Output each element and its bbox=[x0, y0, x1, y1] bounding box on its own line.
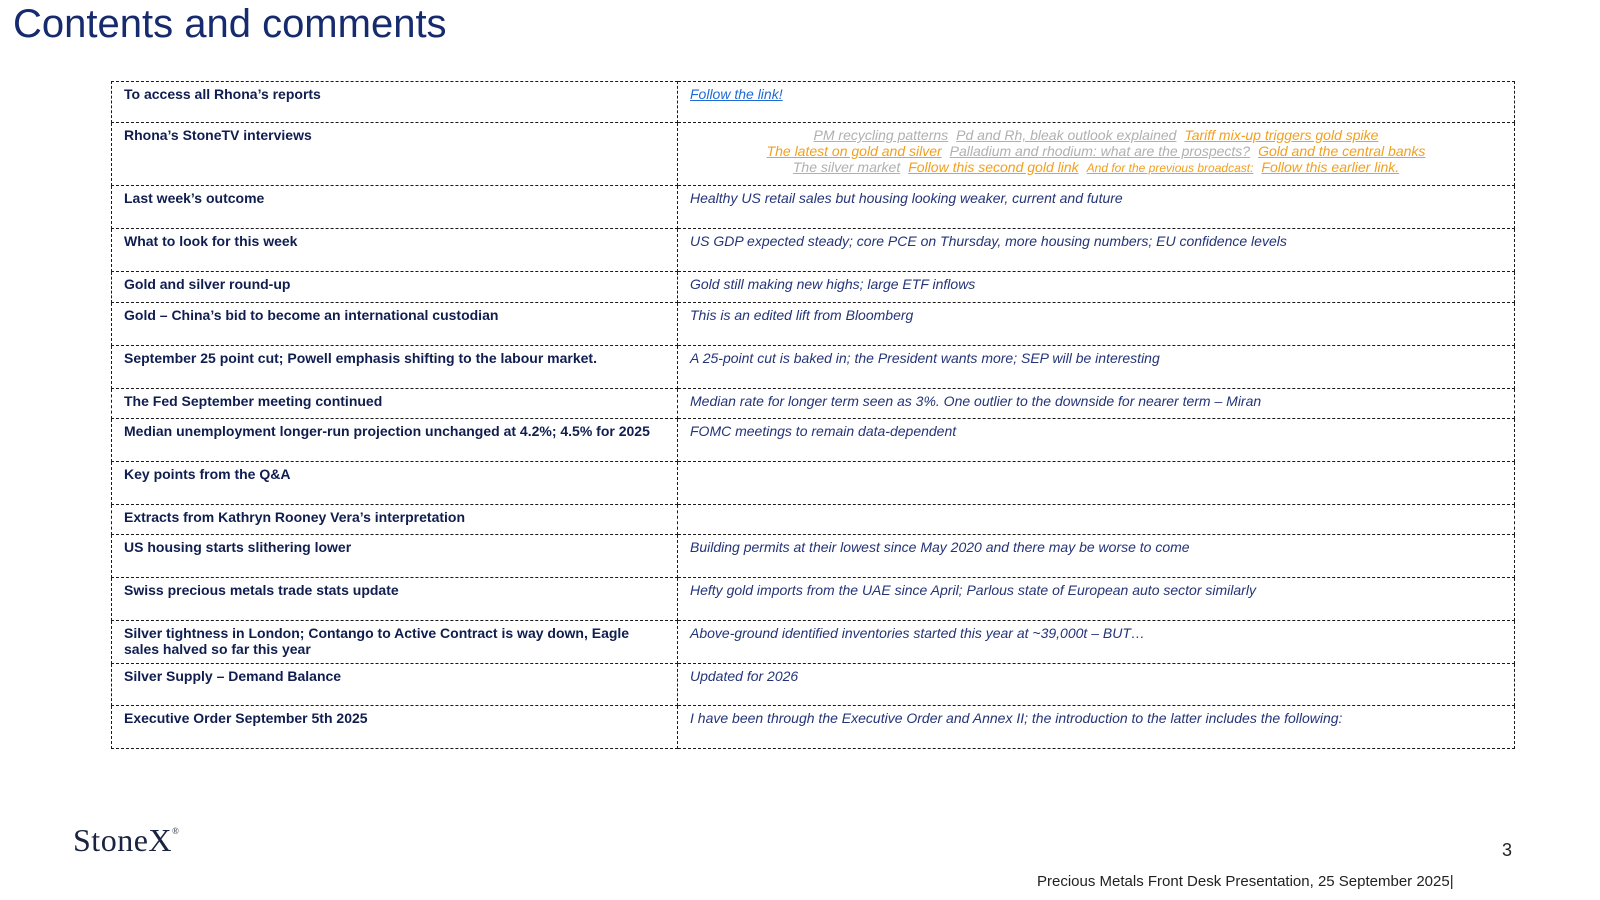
tv-link[interactable]: Follow this second gold link bbox=[908, 159, 1079, 175]
row-comment: This is an edited lift from Bloomberg bbox=[678, 303, 1515, 346]
tv-line-1 bbox=[690, 127, 1502, 143]
table-row bbox=[112, 535, 1515, 578]
row-topic: The Fed September meeting continued bbox=[112, 389, 678, 419]
tv-link[interactable]: Palladium and rhodium: what are the prospects? bbox=[949, 143, 1251, 159]
tv-link[interactable]: Tariff mix-up triggers gold spike bbox=[1184, 127, 1379, 143]
row-topic: To access all Rhona’s reports bbox=[112, 82, 678, 123]
row-topic: Median unemployment longer-run projection unchanged at 4.2%; 4.5% for 2025 bbox=[112, 419, 678, 462]
row-topic: September 25 point cut; Powell emphasis shifting to the labour market. bbox=[112, 346, 678, 389]
table-row bbox=[112, 229, 1515, 272]
row-comment: Gold still making new highs; large ETF inflows bbox=[678, 272, 1515, 303]
table-row bbox=[112, 578, 1515, 621]
table-row bbox=[112, 621, 1515, 664]
row-topic: Last week’s outcome bbox=[112, 186, 678, 229]
contents-table bbox=[111, 81, 1515, 749]
row-topic: Silver tightness in London; Contango to Active Contract is way down, Eagle sales halved so far this year bbox=[112, 621, 678, 664]
row-comment: Building permits at their lowest since May 2020 and there may be worse to come bbox=[678, 535, 1515, 578]
row-topic: Key points from the Q&A bbox=[112, 462, 678, 505]
table-row bbox=[112, 389, 1515, 419]
stonetv-links bbox=[678, 123, 1515, 186]
row-comment: Above-ground identified inventories started this year at ~39,000t – BUT… bbox=[678, 621, 1515, 664]
row-comment bbox=[678, 462, 1515, 505]
row-topic: Silver Supply – Demand Balance bbox=[112, 664, 678, 706]
row-comment: A 25-point cut is baked in; the President wants more; SEP will be interesting bbox=[678, 346, 1515, 389]
table-row bbox=[112, 419, 1515, 462]
tv-line-3 bbox=[690, 159, 1502, 176]
row-comment bbox=[678, 505, 1515, 535]
registered-mark: ® bbox=[172, 826, 180, 836]
tv-label: And for the previous broadcast: bbox=[1086, 161, 1254, 175]
tv-link[interactable]: Pd and Rh, bleak outlook explained bbox=[956, 127, 1177, 143]
table-row bbox=[112, 303, 1515, 346]
tv-link[interactable]: The silver market bbox=[792, 159, 901, 175]
tv-link[interactable]: Gold and the central banks bbox=[1258, 143, 1426, 159]
logo-text: StoneX bbox=[73, 822, 172, 858]
row-comment: US GDP expected steady; core PCE on Thursday, more housing numbers; EU confidence levels bbox=[678, 229, 1515, 272]
table-row bbox=[112, 123, 1515, 186]
row-comment bbox=[678, 82, 1515, 123]
page-title: Contents and comments bbox=[13, 2, 447, 46]
row-topic: What to look for this week bbox=[112, 229, 678, 272]
row-topic: Swiss precious metals trade stats update bbox=[112, 578, 678, 621]
row-topic: Gold – China’s bid to become an international custodian bbox=[112, 303, 678, 346]
table-row bbox=[112, 186, 1515, 229]
tv-link[interactable]: PM recycling patterns bbox=[813, 127, 949, 143]
tv-link[interactable]: Follow this earlier link. bbox=[1261, 159, 1400, 175]
table-row bbox=[112, 664, 1515, 706]
row-comment: I have been through the Executive Order and Annex II; the introduction to the latter includes the following: bbox=[678, 706, 1515, 749]
row-comment: Updated for 2026 bbox=[678, 664, 1515, 706]
row-topic: Executive Order September 5th 2025 bbox=[112, 706, 678, 749]
tv-link[interactable]: The latest on gold and silver bbox=[766, 143, 942, 159]
row-comment: Hefty gold imports from the UAE since April; Parlous state of European auto sector similarly bbox=[678, 578, 1515, 621]
table-row bbox=[112, 462, 1515, 505]
row-comment: FOMC meetings to remain data-dependent bbox=[678, 419, 1515, 462]
row-topic: US housing starts slithering lower bbox=[112, 535, 678, 578]
table-row bbox=[112, 82, 1515, 123]
row-comment: Healthy US retail sales but housing looking weaker, current and future bbox=[678, 186, 1515, 229]
footer-text: Precious Metals Front Desk Presentation, 25 September 2025| bbox=[1037, 873, 1454, 890]
table-row bbox=[112, 505, 1515, 535]
row-topic: Extracts from Kathryn Rooney Vera’s interpretation bbox=[112, 505, 678, 535]
row-topic: Rhona’s StoneTV interviews bbox=[112, 123, 678, 186]
table-row bbox=[112, 706, 1515, 749]
follow-link[interactable]: Follow the link! bbox=[690, 86, 783, 102]
row-comment: Median rate for longer term seen as 3%. One outlier to the downside for nearer term – Miran bbox=[678, 389, 1515, 419]
page-number: 3 bbox=[1502, 840, 1513, 860]
stonex-logo bbox=[73, 822, 179, 859]
row-topic: Gold and silver round-up bbox=[112, 272, 678, 303]
table-row bbox=[112, 346, 1515, 389]
tv-line-2 bbox=[690, 143, 1502, 159]
table-row bbox=[112, 272, 1515, 303]
